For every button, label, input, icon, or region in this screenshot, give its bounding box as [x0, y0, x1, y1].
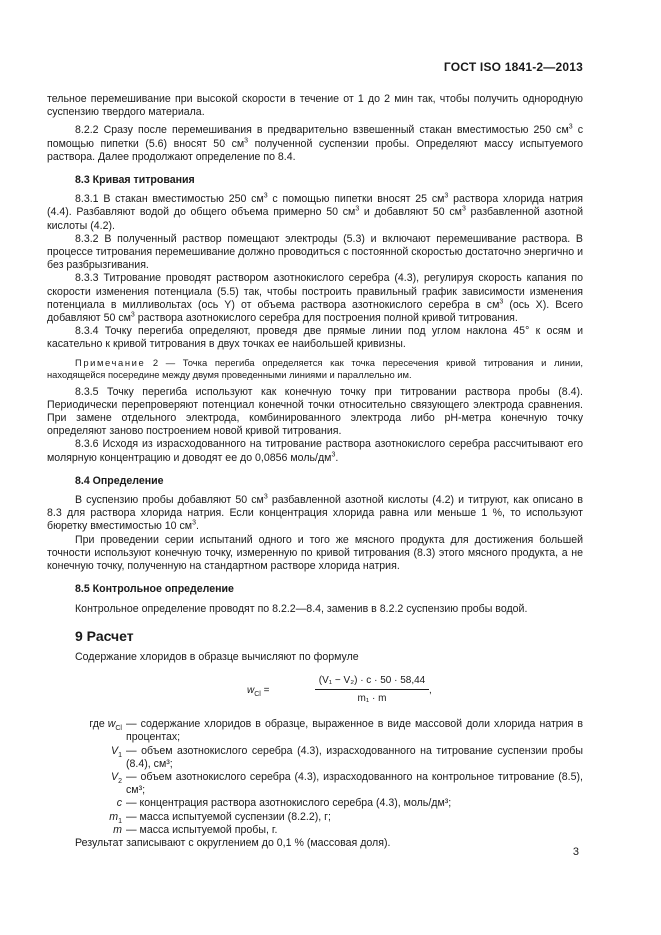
formula-numerator: (V₁ − V₂) · c · 50 · 58,44: [315, 674, 429, 690]
document-id-header: ГОСТ ISO 1841-2—2013: [443, 60, 583, 74]
paragraph-8-3-5: 8.3.5 Точку перегиба используют как конечную точку при титровании раствора пробы (8.4). Периодически перепроверяют потенциал конечной точки относительно связующего электрода сравнения. При замене отдельного электрода, комбинированного электрода либо рН-метра конечную точку определяют заново построением новой кривой титрования.: [47, 385, 583, 438]
variable-row: $V_2$ — объем азотнокислого серебра (4.3), израсходованного на контрольное титрование (8.5), см³;: [111, 770, 583, 797]
paragraph-9: Содержание хлоридов в образце вычисляют по формуле: [75, 650, 359, 663]
variable-row: $m_1$ — масса испытуемой суспензии (8.2.2), г;: [109, 810, 331, 825]
paragraph-8-3-3: 8.3.3 Титрование проводят раствором азотнокислого серебра (4.3), регулируя скорость капания по скорости изменения потенциала (5.5) так, чтобы построить правильный график зависимости изменения потенциала в милливольтах (ось Y) от объема раствора азотнокислого серебра в $см^3$ (ось X). Всего добавляют 50 $см^3$ раствора азотнокислого серебра для построения полной кривой титрования.: [47, 272, 583, 325]
heading-8-5: 8.5 Контрольное определение: [75, 583, 234, 596]
paragraph-result: Результат записывают с округлением до 0,1 % (массовая доля).: [75, 836, 391, 849]
formula-lhs: $w_{Cl}$ =: [247, 685, 270, 699]
heading-9: 9 Расчет: [75, 627, 134, 644]
paragraph-8-4-a: В суспензию пробы добавляют 50 $см^3$ разбавленной азотной кислоты (4.2) и титруют, как описано в 8.3 для раствора хлорида натрия. Если концентрация хлорида равна или меньше 1 %, то используют бюретку вместимостью 10 $см^3$.: [47, 493, 583, 533]
variable-row: m — масса испытуемой пробы, г.: [113, 823, 278, 836]
variable-row: $V_1$ — объем азотнокислого серебра (4.3), израсходованного на титрование суспензии пробы (8.4), см³;: [111, 744, 583, 770]
paragraph-8-3-2: 8.3.2 В полученный раствор помещают электроды (5.3) и включают перемешивание раствора. В процессе титрования перемешивание должно проводиться с постоянной скоростью достаточно энергично и без разбрызгивания.: [47, 232, 583, 272]
paragraph-8-3-1: 8.3.1 В стакан вместимостью 250 $см^3$ с помощью пипетки вносят 25 $см^3$ раствора хлорида натрия (4.4). Разбавляют водой до общего объема примерно 50 $см^3$ и добавляют 50 $см^3$ разбавленной азотной кислоты (4.2).: [47, 192, 584, 232]
document-body: [47, 93, 583, 850]
paragraph-8-3-6: 8.3.6 Исходя из израсходованного на титрование раствора азотнокислого серебра рассчитывают его молярную концентрацию и доводят ее до 0,0856 моль/$дм^3$.: [47, 438, 583, 464]
paragraph-8-2-2: 8.2.2 Сразу после перемешивания в предварительно взвешенный стакан вместимостью 250 $см^3$ с помощью пипетки (5.6) вносят 50 $см^3$ полученной суспензии пробы. Определяют массу испытуемого раствора. Далее продолжают определение по 8.4.: [47, 123, 583, 163]
page-number: 3: [572, 846, 579, 858]
paragraph-8-3-4: 8.3.4 Точку перегиба определяют, проведя две прямые линии под углом наклона 45° к осям и касательно к кривой титрования в двух точках ее наибольшей кривизны.: [47, 325, 583, 351]
paragraph-8-5: Контрольное определение проводят по 8.2.2—8.4, заменив в 8.2.2 суспензию пробы водой.: [75, 602, 528, 615]
variable-row: где $w_{Cl}$ — содержание хлоридов в образце, выраженное в виде массовой доли хлорида натрия в процентах;: [89, 718, 583, 744]
heading-8-4: 8.4 Определение: [75, 474, 164, 487]
formula-fraction: [315, 674, 429, 705]
note-2: Примечание 2 — Точка перегиба определяется как точка пересечения кривой титрования и линии, находящейся посередине между двумя проведенными линиями и параллельно им.: [47, 356, 583, 380]
paragraph-continued: тельное перемешивание при высокой скорости в течение от 1 до 2 мин так, чтобы получить однородную суспензию твердого материала.: [47, 93, 583, 119]
variable-row: c — концентрация раствора азотнокислого серебра (4.3), моль/дм³;: [116, 797, 452, 810]
variable-list: [47, 718, 583, 837]
formula-denominator: m₁ · m: [357, 693, 387, 705]
heading-8-3: 8.3 Кривая титрования: [75, 174, 195, 187]
paragraph-8-4-b: При проведении серии испытаний одного и того же мясного продукта для достижения большей точности используют конечную точку, измеренную по кривой титрования (8.3) этого мясного продукта, а не конечную точку, полученную на стандартном растворе хлорида натрия.: [47, 533, 583, 573]
formula: $w_{Cl}$ = $\frac{\text{(V₁ − V₂) · c · 50 · 58,44}}{\text{m₁ · m}}$ ,: [247, 675, 432, 705]
